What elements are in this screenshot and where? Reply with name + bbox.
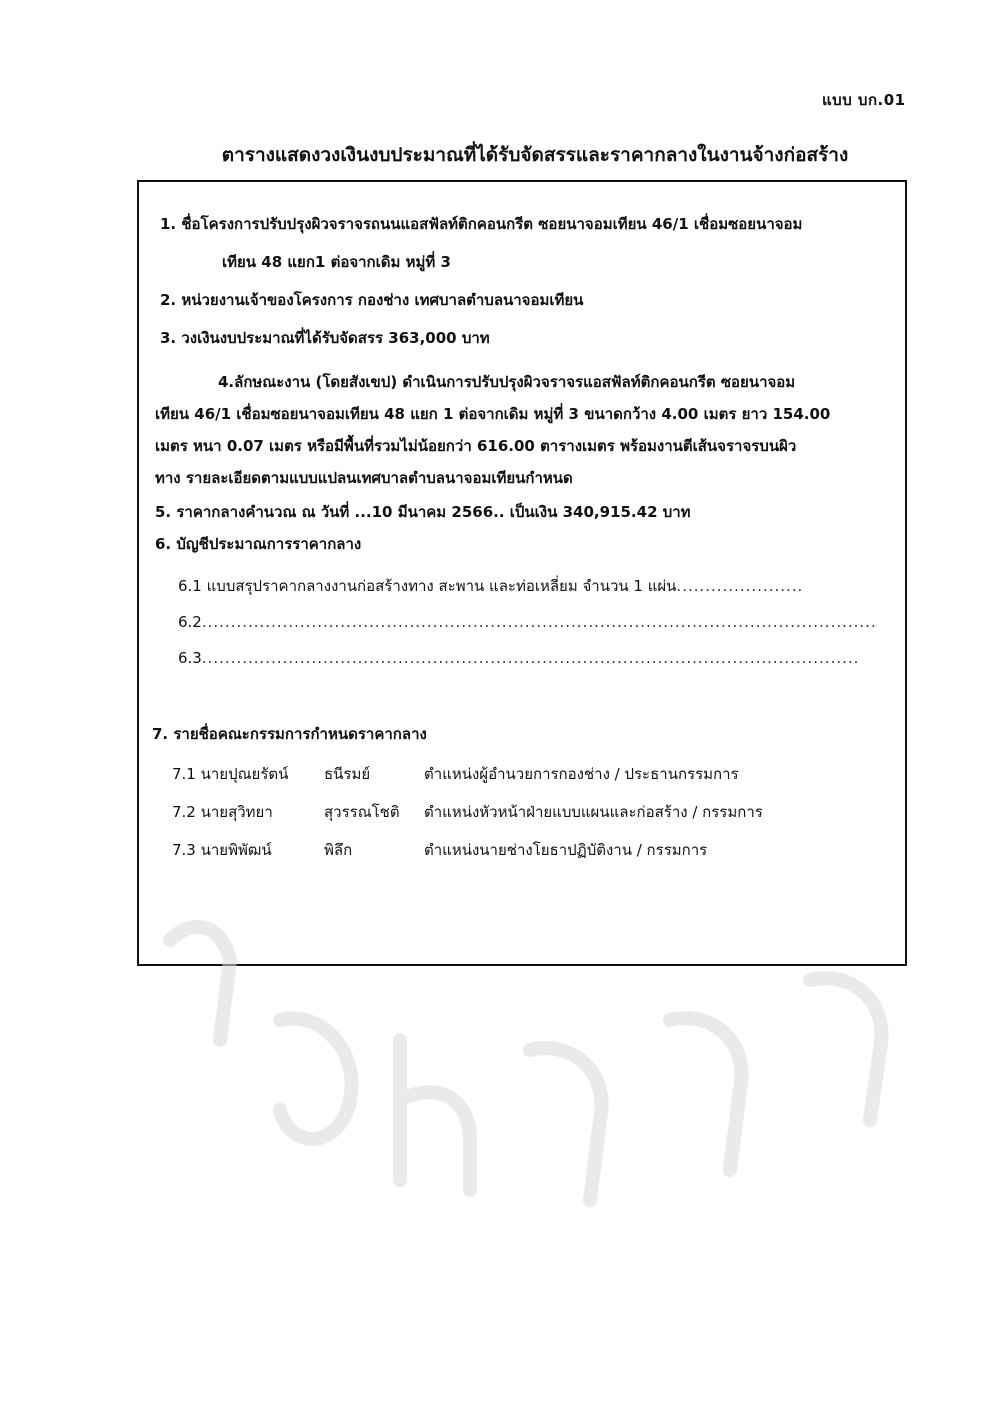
section4-line2: เทียน 46/1 เชื่อมซอยนาจอมเทียน 48 แยก 1 ต่อจากเดิม หมู่ที่ 3 ขนาดกว้าง 4.00 เมตร ยาว 154.00 xyxy=(155,405,831,423)
section4-line1: 4.ลักษณะงาน (โดยสังเขป) ดำเนินการปรับปรุงผิวจราจรแอสฟัลท์ติกคอนกรีต ซอยนาจอม xyxy=(218,373,796,391)
section7-heading: 7. รายชื่อคณะกรรมการกำหนดราคากลาง xyxy=(152,725,427,743)
item3-label: 6.3 xyxy=(178,649,202,667)
section6-item2 xyxy=(178,612,877,632)
item2-dots: ..................................................................................................................... xyxy=(201,613,877,631)
section6-item3 xyxy=(178,648,859,668)
form-code: แบบ บก.01 xyxy=(822,91,906,109)
document-title: ตารางแสดงวงเงินงบประมาณที่ได้รับจัดสรรและราคากลางในงานจ้างก่อสร้าง xyxy=(221,144,849,166)
member-surname: สุวรรณโชติ xyxy=(324,803,400,821)
section4-line4: ทาง รายละเอียดตามแบบแปลนเทศบาลตำบลนาจอมเทียนกำหนด xyxy=(155,469,573,487)
section1-line2: เทียน 48 แยก1 ต่อจากเดิม หมู่ที่ 3 xyxy=(222,253,451,271)
section1-line1: 1. ชื่อโครงการปรับปรุงผิวจราจรถนนแอสฟัลท์ติกคอนกรีต ซอยนาจอมเทียน 46/1 เชื่อมซอยนาจอม xyxy=(160,215,803,233)
section4-line3: เมตร หนา 0.07 เมตร หรือมีพื้นที่รวมไม่น้อยกว่า 616.00 ตารางเมตร พร้อมงานตีเส้นจราจรบนผิว xyxy=(155,437,797,455)
member-name: 7.2 นายสุวิทยา xyxy=(172,803,273,821)
member-name: 7.3 นายพิพัฒน์ xyxy=(172,841,272,859)
item1-dots: ...................... xyxy=(676,577,804,595)
member-position: ตำแหน่งหัวหน้าฝ่ายแบบแผนและก่อสร้าง / กรรมการ xyxy=(424,803,763,821)
section3: 3. วงเงินงบประมาณที่ได้รับจัดสรร 363,000 บาท xyxy=(160,329,490,347)
item3-dots: .................................................................................................................. xyxy=(201,649,860,667)
section5: 5. ราคากลางคำนวณ ณ วันที่ ...10 มีนาคม 2566.. เป็นเงิน 340,915.42 บาท xyxy=(155,503,691,521)
member-position: ตำแหน่งผู้อำนวยการกองช่าง / ประธานกรรมการ xyxy=(424,765,739,783)
member-surname: พิลึก xyxy=(324,841,353,859)
member-name: 7.1 นายปุณยรัตน์ xyxy=(172,765,289,783)
section6-item1 xyxy=(178,576,803,596)
section2: 2. หน่วยงานเจ้าของโครงการ กองช่าง เทศบาลตำบลนาจอมเทียน xyxy=(160,291,584,309)
section6-heading: 6. บัญชีประมาณการราคากลาง xyxy=(155,535,362,553)
member-position: ตำแหน่งนายช่างโยธาปฏิบัติงาน / กรรมการ xyxy=(424,841,708,859)
member-surname: ธนีรมย์ xyxy=(324,765,371,783)
item1-text: 6.1 แบบสรุปราคากลางงานก่อสร้างทาง สะพาน และท่อเหลี่ยม จำนวน 1 แผ่น xyxy=(178,577,677,595)
item2-label: 6.2 xyxy=(178,613,202,631)
